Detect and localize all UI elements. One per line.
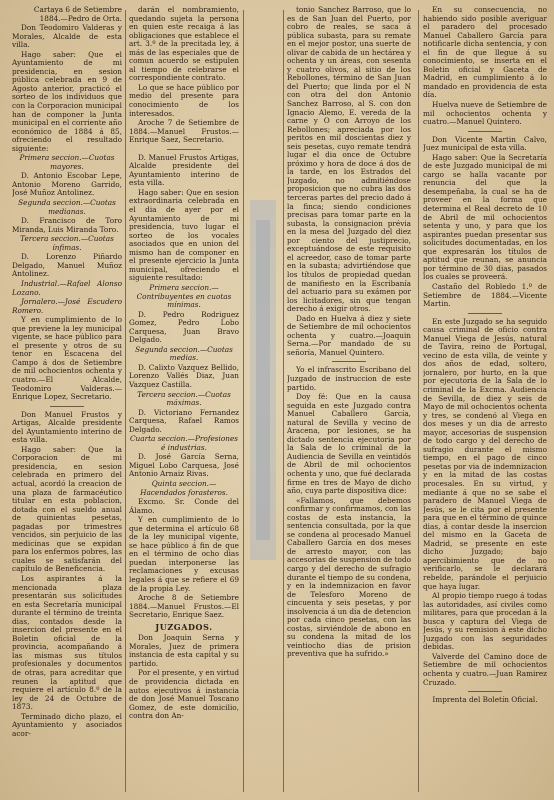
paragraph: Excmo. Sr. Conde del Álamo. [129,497,239,515]
paragraph: Hago saber: Que en sesion extraordinaria celebrada en el dia de ayer por el Ayuntamiento de mi presidencia, tuvo lugar el sorteo de los vocales asociados que en union del mismo han de componer en el presente ejercicio la Junta municipal, ofreciendo el siguiente resultado: [129,187,239,283]
column-3 [287,6,411,794]
paragraph: Don Teodomiro Valderas y Morales, Alcalde de esta villa. [12,23,122,50]
section-divider [468,691,502,692]
paragraph: Tercera seccion.—Cuotas ínfimas. [20,234,114,252]
column-1 [12,6,122,794]
paragraph: Quinta seccion.—Hacendados forasteros. [140,478,228,497]
column-2 [129,6,239,794]
paragraph: Huelva nueve de Setiembre de mil ochocientos ochenta y cuatro.—Manuel Quintero. [423,100,547,127]
paragraph: Cartaya 6 de Setiembre 1884.—Pedro de Orta. [33,6,122,23]
paragraph: Don Vicente Martin Calvo, Juez municipal de esta villa. [423,134,547,153]
paragraph: Don Joaquin Serna y Morales, Juez de primera instancia de esta capital y su partido. [129,633,239,668]
paragraph: Por el presente, y en virtud de providencia dictada en autos ejecutivos á instancia de don José Manuel Toscano Gomez, de este domicilio, contra don An- [129,668,239,721]
paragraph: Tercera seccion.—Cuotas máximas. [137,389,231,408]
paragraph: Segunda seccion.—Cuotas medias. [135,344,233,363]
section-divider [468,131,502,132]
section-heading: JUZGADOS. [155,621,213,632]
column-rule-4 [418,10,419,792]
paragraph: Segunda seccion.—Cuotas medianas. [18,198,116,216]
paragraph: D. Francisco de Toro Miranda, Luis Miranda Toro. [12,216,122,234]
paragraph: Hago saber: Que la Corporacion de mi presidencia, en sesion celebrada en primero del actual, acordó la creacion de una plaza de farmacéutico titular en esta poblacion, dotada con el sueldo anual de quinientas pesetas, pagadas por trimestres vencidos, sin perjuicio de las medicinas que se expidan para los enfermos pobres, las cuales se satisfarán del capítulo de Beneficencia. [12,444,122,574]
paragraph: Terminado dicho plazo, el Ayuntamiento y asociados acor- [12,711,122,738]
column-rule-3 [283,10,284,792]
paragraph: Industrial.—Rafael Alonso Lozano. [12,278,122,297]
paragraph: Imprenta del Boletín Oficial. [432,695,538,705]
paragraph: Jornalero.—José Escudero Romero. [12,297,122,315]
paragraph: En su consecuencia, no habiendo sido posible averiguar el paradero del procesado Manuel Caballero García para notificarle dicha sentencia, y con el fin de que llegue á su conocimiento, se inserta en el Boletin oficial y Gaceta de Madrid, en cumplimiento á lo mandado en providencia de esta día. [423,6,547,100]
paragraph: Cuarta seccion.—Profesiones é industrias. [129,434,239,452]
paragraph: Los aspirantes á la mencionada plaza presentarán sus solicitudes en esta Secretaría municipal durante el término de treinta dias, contados desde la insercion del presente en el Boletin oficial de la provincia, acompañando á las mismas sus títulos profesionales y documentos de otras, para acreditar que reunen la aptitud que requiere el artículo 8.º de la ley de 24 de Octubre de 1873. [12,574,122,712]
paragraph: Al propio tiempo ruego á todas las autoridades, así civiles como militares, para que procedan á la busca y captura del Viega de Jesús, y su remision á este dicho Juzgado con las seguridades debidas. [423,591,547,652]
section-divider [167,149,201,150]
paragraph: Don Manuel Frustos y Artigas, Alcalde presidente del Ayuntamiento interino de esta villa. [12,409,122,445]
paragraph: Primera seccion.—Cuotas mayores. [19,153,115,171]
library-stamp-mark [246,200,280,560]
section-divider [332,361,366,362]
paragraph: D. Lorenzo Piñardo Delgado, Manuel Muñoz Antolinez. [12,252,122,279]
paragraph: Dado en Huelva á diez y siete de Setiembre de mil ochocientos ochenta y cuatro.—Joaquin Serna.—Por mandado de su señoría, Manuel Quintero. [287,313,411,357]
paragraph: Aroche 8 de Setiembre 1884.—Manuel Frustos.—El Secretario, Enrique Saez. [129,593,239,620]
paragraph: «Fallamos, que debemos confirmar y confirmamos, con las costas de esta instancia, la sentencia consultada, por la que se condena al procesado Manuel Caballero García en dos meses de arresto mayor, con las accesorias de suspension de todo cargo y del derecho de sufragio durante el tiempo de su condena, y en la indemnizacion en favor de Telesforo Moreno de cincuenta y seis pesetas, y por insolvencia á un dia de detencion por cada cinco pesetas, con las costas, sirviéndole de abono en su condena la mitad de los veintiocho dias de prision preventiva que ha sufrido.» [287,495,411,659]
paragraph: D. Victoriano Fernandez Carquesa, Rafael Ramos Delgado. [129,407,239,434]
section-divider [468,313,502,314]
paragraph: D. José García Serna, Miguel Lobo Carquesa, José Antonio Arnaiz Rivas. [129,452,239,479]
column-rule-1 [125,10,126,792]
paragraph: Aroche 7 de Setiembre de 1884.—Manuel Frustos.—Enrique Saez, Secretario. [129,118,239,145]
section-divider [50,406,84,407]
column-4 [423,6,547,794]
paragraph: Y en cumplimiento de lo que previene la ley municipal vigente, se hace público para el presente y otros de su tenor en Escacena del Campo á dos de Setiembre de mil ochocientos ochenta y cuatro.—El Alcalde, Teodomiro Valderas.—Enrique Lopez, Secretario. [12,315,122,402]
paragraph: Yo el infrascrito Escribano del Juzgado de instruccion de este partido. [287,365,411,392]
paragraph: Castaño del Robledo 1.º de Setiembre de 1884.—Vicente Martin. [423,281,547,309]
paragraph: Y en cumplimiento de lo que determina el artículo 68 de la ley municipal vigente, se hace público á fin de que en el término de ocho dias puedan interponerse las reclamaciones y excusas legales á que se refiere el 69 de la propia Ley. [129,515,239,593]
paragraph: Valverde del Camino doce de Setiembre de mil ochocientos ochenta y cuatro.—Juan Ramirez Cruzado. [423,651,547,687]
paragraph: D. Antonio Escobar Lepe, Antonio Moreno Garrido, José Muñoz Antolinez. [12,171,122,198]
paragraph: D. Calixto Vazquez Bellido, Lorenzo Vallés Diaz, Juan Vazquez Castilla. [129,362,239,389]
paragraph: tonio Sanchez Barroso, que lo es de San Juan del Puerto, por cobro de reales, se saca á pública subasta, para su remate en el mejor postor, una suerte de olivar de cabida de un hectárea y ochenta y un áreas, con sesenta y cuatro olivos, al sitio de los Rebollones, término de San Juan del Puerto; que linda por el N con otra del don Antonio Sanchez Barroso, al S. con don Ignacio Alemo, E. vereda de la carne y O con Arroyo de los Rebollones; apreciada por los peritos en mil doscientas diez y seis pesetas, cuyo remate tendrá lugar el dia once de Octubre próximo y hora de doce á dos de la tarde, en los Estrados del Juzgado, no admitiéndose proposicion que no cubra las dos terceras partes del precio dado á la finca; siendo condiciones precisas para tomar parte en la subasta, la consignacion prévia en la mesa del Juzgado del diez por ciento del justiprecio, exceptuándose de este requisito el acreedor, caso de tomar parte en la subasta; advirtiéndose que los títulos de propiedad quedan de manifiesto en la Escribanía del actuario para su exámen por los licitadores, sin que tengan derecho á exigir otros. [287,6,411,314]
paragraph: D. Manuel Frustos Artigas, Alcalde presidente del Ayuntamiento interino de esta villa. [129,152,239,188]
paragraph: Hago saber: Que la Secretaría de este Juzgado municipal de mi cargo se halla vacante por renuncia del que la desempeñaba, la cual se ha de proveer en la forma que determina el Real decreto de 10 de Abril de mil ochocientos setenta y uno, y para que los aspirantes puedan presentar sus solicitudes documentadas, en los que expresarán los títulos de aptitud que reunan, se anuncia por término de 30 dias, pasados los cuales se proveerá. [423,152,547,282]
paragraph: darán el nombramiento, quedando sujeta la persona en quien este recaiga á las obligaciones que establece el art. 3.º de la precitada ley, á más de las especiales que de comun acuerdo se estipulen al tiempo de celebrarse el correspondiente contrato. [129,6,239,83]
column-rule-2 [243,10,244,792]
paragraph: Hago saber: Que el Ayuntamiento de mi presidencia, en sesion pública celebrada en 9 de Agosto anterior, practicó el sorteo de los individuos que con la Corporacion municipal han de componer la Junta municipal en el corriente año económico de 1884 á 85, ofreciendo el resultado siguiente: [12,49,122,153]
paragraph: D. Pedro Rodriguez Gomez, Pedro Lobo Carquesa, Juan Bravo Delgado. [129,309,239,345]
paragraph: En este Juzgado se ha seguido causa criminal de oficio contra Manuel Viega de Jesús, natural de Tavira, reino de Portugal, vecino de esta villa, de veinte y dos años de edad, soltero, jornalero, por hurto, en la que por ejecutoria de la Sala de lo criminal de la Excma. Audiencia de Sevilla, de diez y seis de Mayo de mil ochocientos ochenta y tres, se condenó al Viega en dos meses y un dia de arresto mayor, accesorias de suspension de todo cargo y del derecho de sufragio durante el mismo tiempo, en el pago de cinco pesetas por via de indemnizacion y en la mitad de las costas procesales. En su virtud, y mediante á que no se sabe el paradero de Manuel Viega de Jesús, se le cita por el presente para que en el término de quince dias, á contar desde la insercion del mismo en la Gaceta de Madrid, se presente en este dicho Juzgado; bajo apercibimiento que de no verificarlo, se le declarará rebelde, parándole el perjuicio que haya lugar. [423,316,547,591]
paragraph: Primera seccion.—Contribuyentes en cuotas mínimas. [136,282,232,310]
paragraph: Doy fé: Que en la causa seguida en este Juzgado contra Manuel Caballero García, natural de Sevilla y vecino de Aracena, por lesiones, se ha dictado sentencia ejecutoria por la Sala de lo criminal de la Audiencia de Sevilla en veintidós de Abril de mil ochocientos ochenta y uno, que fué declarada firme en tres de Mayo de dicho año, cuya parte dispositiva dice: [287,392,411,496]
paragraph: Lo que se hace público por medio del presente para conocimiento de los interesados. [129,82,239,118]
